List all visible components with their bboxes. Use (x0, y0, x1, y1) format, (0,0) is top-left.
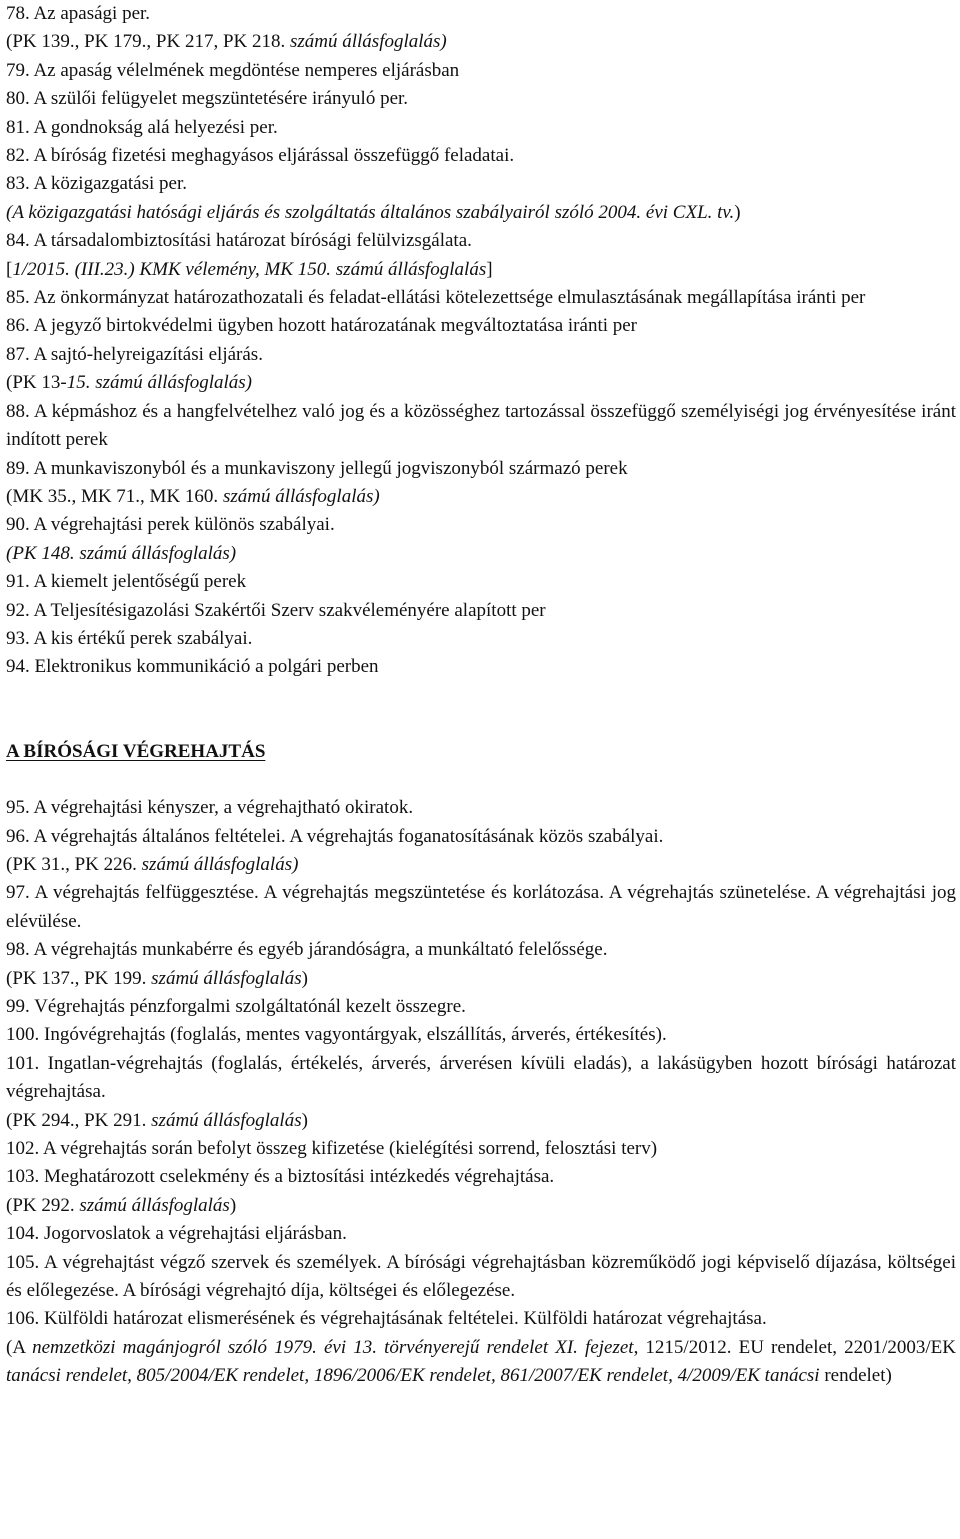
item-text: 95. A végrehajtási kényszer, a végrehajtható okiratok. (6, 797, 414, 819)
syllabus-item-l95 (6, 794, 956, 822)
item-text: 85. Az önkormányzat határozathozatali és feladat-ellátási kötelezettsége elmulasztásának megállapítása iránti per (6, 287, 866, 309)
item-text: 103. Meghatározott cselekmény és a biztosítási intézkedés végrehajtása. (6, 1166, 555, 1188)
syllabus-item-l94 (6, 653, 956, 681)
item-text: 96. A végrehajtás általános feltételei. A végrehajtás foganatosításának közös szabályai. (6, 825, 664, 847)
item-text: (PK 139., PK 179., PK 217, PK 218. (6, 31, 290, 53)
item-text: ) (229, 1194, 237, 1216)
citation-italic-text: számú állásfoglalás (79, 1194, 230, 1216)
syllabus-item-l101r (6, 1107, 956, 1135)
citation-italic-text: számú állásfoglalás) (141, 853, 299, 875)
citation-italic-text: 1/2015. (III.23.) KMK vélemény, MK 150. számú állásfoglalás (12, 258, 487, 280)
syllabus-item-l104 (6, 1220, 956, 1248)
syllabus-item-l89 (6, 455, 956, 483)
item-text: 100. Ingóvégrehajtás (foglalás, mentes vagyontárgyak, elszállítás, árverés, értékesítés). (6, 1024, 667, 1046)
citation-italic-text: (PK 148. számú állásfoglalás) (6, 542, 237, 564)
syllabus-item-l89r (6, 483, 956, 511)
syllabus-item-l93 (6, 625, 956, 653)
item-text: (PK 31., PK 226. (6, 853, 142, 875)
item-text: 92. A Teljesítésigazolási Szakértői Szerv szakvéleményére alapított per (6, 599, 546, 621)
syllabus-item-l101 (6, 1050, 956, 1107)
item-text: 93. A kis értékű perek szabályai. (6, 627, 253, 649)
section-heading: A BÍRÓSÁGI VÉGREHAJTÁS (6, 740, 266, 762)
item-text: ] (486, 258, 493, 280)
item-text: 106. Külföldi határozat elismerésének és végrehajtásának feltételei. Külföldi határozat végrehajtása. (6, 1308, 767, 1330)
item-text: (MK 35., MK 71., MK 160. (6, 485, 223, 507)
item-text: ) (301, 967, 308, 989)
syllabus-item-l96r (6, 851, 956, 879)
item-text: 78. Az apasági per. (6, 3, 151, 24)
item-text: (PK 13- (6, 372, 67, 394)
syllabus-item-l83r (6, 199, 956, 227)
item-text: 80. A szülői felügyelet megszüntetésére irányuló per. (6, 88, 409, 110)
syllabus-item-l84 (6, 227, 956, 255)
syllabus-item-l91 (6, 568, 956, 596)
item-text: (PK 137., PK 199. (6, 967, 152, 989)
item-text: 94. Elektronikus kommunikáció a polgári perben (6, 656, 379, 678)
syllabus-item-l83 (6, 170, 956, 198)
item-text: rendelet) (819, 1365, 892, 1387)
syllabus-item-l86 (6, 312, 956, 340)
syllabus-item-l103 (6, 1163, 956, 1191)
syllabus-item-l92 (6, 597, 956, 625)
syllabus-list-civil-procedure (6, 0, 956, 682)
item-text: 83. A közigazgatási per. (6, 173, 187, 195)
syllabus-item-l85 (6, 284, 956, 312)
syllabus-item-l78 (6, 0, 956, 28)
item-text: 101. Ingatlan-végrehajtás (foglalás, értékelés, árverés, árverésen kívüli eladás), a lakásügyben hozott bírósági határozat végrehajtása. (6, 1052, 956, 1103)
item-text: (PK 294., PK 291. (6, 1109, 152, 1131)
item-text: ) (734, 201, 741, 223)
syllabus-item-l80 (6, 85, 956, 113)
item-text: (PK 292. (6, 1194, 80, 1216)
syllabus-item-l98 (6, 936, 956, 964)
syllabus-item-l99 (6, 993, 956, 1021)
syllabus-item-l98r (6, 965, 956, 993)
syllabus-item-l79 (6, 57, 956, 85)
spacer (6, 682, 956, 738)
citation-italic-text: tanácsi rendelet, 805/2004/EK rendelet, 1896/2006/EK rendelet, 861/2007/EK rendelet, 4/2009/EK tanácsi (6, 1365, 820, 1387)
item-text: 105. A végrehajtást végző szervek és személyek. A bírósági végrehajtásban közreműködő jogi képviselő díjazása, költségei és előlegezése. A bírósági végrehajtó díja, költségei és előlegezése. (6, 1251, 956, 1302)
item-text: 90. A végrehajtási perek különös szabályai. (6, 514, 335, 536)
citation-italic-text: számú állásfoglalás) (222, 485, 380, 507)
syllabus-item-l78r (6, 28, 956, 56)
syllabus-item-l87 (6, 341, 956, 369)
spacer (6, 766, 956, 794)
item-text: 91. A kiemelt jelentőségű perek (6, 571, 247, 593)
citation-italic-text: számú állásfoglalás (151, 1109, 302, 1131)
item-text: 104. Jogorvoslatok a végrehajtási eljárásban. (6, 1223, 347, 1245)
syllabus-item-l96 (6, 823, 956, 851)
item-text: 88. A képmáshoz és a hangfelvételhez való jog és a közösséghez tartozással összefüggő személyiségi jog érvényesítése iránt indított perek (6, 400, 956, 451)
item-text: 79. Az apaság vélelmének megdöntése nemperes eljárásban (6, 59, 460, 81)
syllabus-item-l100 (6, 1021, 956, 1049)
item-text: 99. Végrehajtás pénzforgalmi szolgáltatónál kezelt összegre. (6, 996, 466, 1017)
syllabus-item-l102 (6, 1135, 956, 1163)
syllabus-item-l82 (6, 142, 956, 170)
item-text: 84. A társadalombiztosítási határozat bírósági felülvizsgálata. (6, 230, 472, 252)
item-text: 89. A munkaviszonyból és a munkaviszony jellegű jogviszonyból származó perek (6, 457, 628, 479)
item-text: 102. A végrehajtás során befolyt összeg kifizetése (kielégítési sorrend, felosztási terv) (6, 1138, 658, 1160)
syllabus-item-l97 (6, 879, 956, 936)
syllabus-item-l88 (6, 398, 956, 455)
item-text: 81. A gondnokság alá helyezési per. (6, 116, 278, 138)
item-text: 86. A jegyző birtokvédelmi ügyben hozott határozatának megváltoztatása iránti per (6, 315, 638, 337)
citation-italic-text: (A közigazgatási hatósági eljárás és szolgáltatás általános szabályairól szóló 2004. évi CXL. tv. (6, 201, 735, 223)
syllabus-item-l90 (6, 511, 956, 539)
item-text: , 1215/2012. EU rendelet, 2201/2003/EK (633, 1336, 956, 1358)
item-text: [ (6, 258, 13, 280)
citation-italic-text: 15. számú állásfoglalás) (66, 372, 252, 394)
syllabus-list-enforcement (6, 794, 956, 1391)
item-text: 97. A végrehajtás felfüggesztése. A végrehajtás megszüntetése és korlátozása. A végrehajtás szünetelése. A végrehajtási jog elévülése. (6, 882, 956, 932)
syllabus-item-l81 (6, 114, 956, 142)
item-text: ) (301, 1109, 308, 1131)
syllabus-item-l90r (6, 540, 956, 568)
citation-italic-text: számú állásfoglalás) (289, 31, 447, 53)
citation-italic-text: nemzetközi magánjogról szóló 1979. évi 13. törvényerejű rendelet XI. fejezet (32, 1336, 634, 1358)
item-text: 87. A sajtó-helyreigazítási eljárás. (6, 343, 263, 365)
item-text: 82. A bíróság fizetési meghagyásos eljárással összefüggő feladatai. (6, 145, 515, 167)
syllabus-item-l106 (6, 1305, 956, 1333)
syllabus-item-l84r (6, 256, 956, 284)
citation-italic-text: számú állásfoglalás (151, 967, 302, 989)
syllabus-item-l87r (6, 369, 956, 397)
syllabus-item-l105 (6, 1249, 956, 1306)
syllabus-item-l106r (6, 1334, 956, 1391)
item-text: (A (6, 1336, 33, 1358)
syllabus-item-l103r (6, 1192, 956, 1220)
item-text: 98. A végrehajtás munkabérre és egyéb járandóságra, a munkáltató felelőssége. (6, 939, 608, 961)
